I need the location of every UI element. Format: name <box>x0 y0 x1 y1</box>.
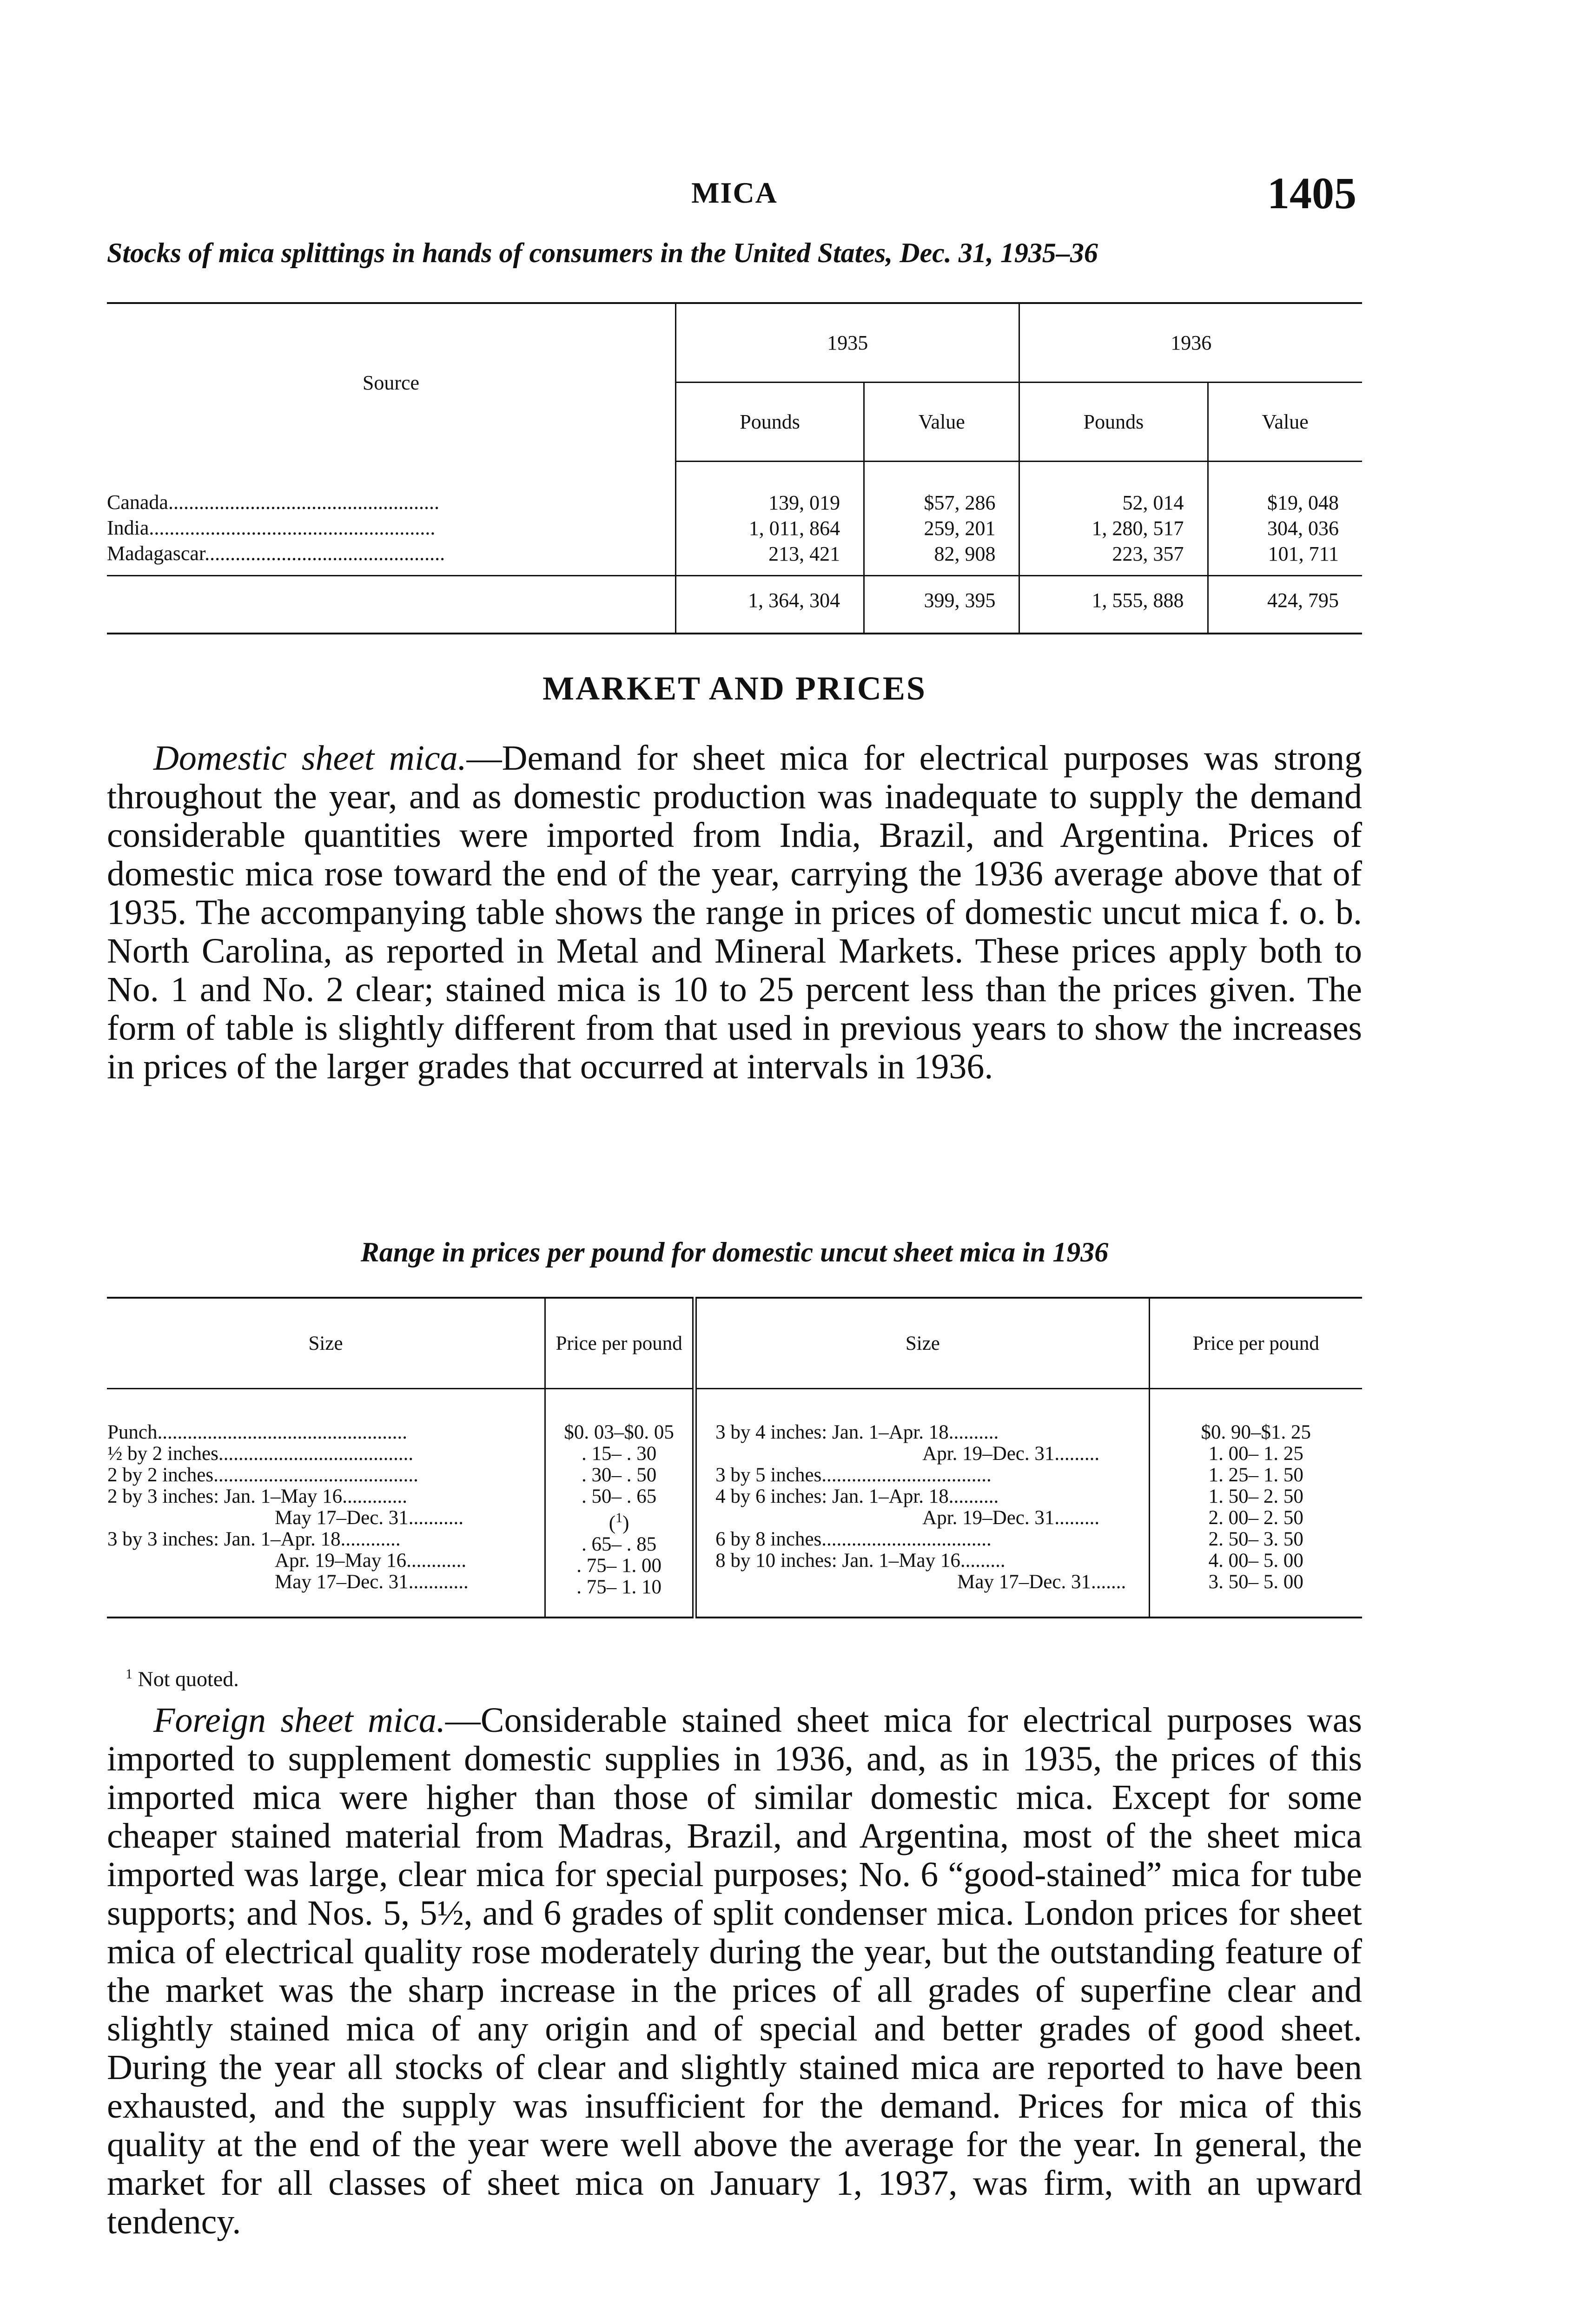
footnote-text: Not quoted. <box>138 1667 239 1691</box>
price-entry: 4. 00– 5. 00 <box>1208 1550 1303 1571</box>
size-entry: 2 by 2 inches......................................... <box>107 1464 418 1486</box>
size-entry: May 17–Dec. 31............ <box>275 1571 469 1593</box>
pounds-1935-column <box>676 462 864 576</box>
total-row <box>107 576 1362 634</box>
size-entry: May 17–Dec. 31........... <box>275 1507 464 1529</box>
price-header-left: Price per pound <box>545 1298 695 1389</box>
price-entry: 2. 50– 3. 50 <box>1208 1528 1303 1550</box>
table-row <box>107 1389 1362 1618</box>
table2-caption: Range in prices per pound for domestic uncut sheet mica in 1936 <box>360 1237 1109 1268</box>
paragraph-lead: Foreign sheet mica. <box>153 1701 445 1740</box>
cell: 82, 908 <box>934 542 996 565</box>
footnote-ref: 1 <box>615 1510 623 1525</box>
right-sizes-column <box>695 1389 1149 1618</box>
source-header: Source <box>362 371 420 394</box>
pounds-1936-header: Pounds <box>1019 383 1208 462</box>
cell: 101, 711 <box>1268 542 1339 565</box>
cell: 139, 019 <box>768 491 840 514</box>
running-title: MICA <box>691 176 778 209</box>
total-value-1936: 424, 795 <box>1208 576 1362 634</box>
size-entry: 4 by 6 inches: Jan. 1–Apr. 18.......... <box>715 1486 999 1507</box>
cell: 213, 421 <box>768 542 840 565</box>
price-entry: $0. 03–$0. 05 <box>564 1421 674 1443</box>
page-number: 1405 <box>1267 168 1356 218</box>
price-entry: 1. 00– 1. 25 <box>1208 1443 1303 1465</box>
price-entry: . 50– . 65 <box>581 1486 657 1507</box>
price-entry: . 75– 1. 00 <box>576 1555 662 1577</box>
cell: 304, 036 <box>1267 517 1339 540</box>
cell: 52, 014 <box>1122 491 1184 514</box>
mica-stocks-table <box>107 302 1362 634</box>
source-madagascar: Madagascar............................................... <box>107 541 445 565</box>
left-sizes-column <box>107 1389 545 1618</box>
price-entry: 1. 25– 1. 50 <box>1208 1464 1303 1486</box>
size-entry: Apr. 19–Dec. 31......... <box>922 1507 1100 1529</box>
cell: 223, 357 <box>1112 542 1184 565</box>
size-header-right: Size <box>695 1298 1149 1389</box>
total-pounds-1935: 1, 364, 304 <box>676 576 864 634</box>
paragraph-text: —Considerable stained sheet mica for electrical purposes was imported to supplement domestic supplies in 1936, and, as in 1935, the prices of this imported mica were higher than those of similar domestic mica. Except for some cheaper stained material from Madras, Brazil, and Argentina, most of the sheet mica imported was large, clear mica for special purposes; No. 6 “good-stained” mica for tube supports; and Nos. 5, 5½, and 6 grades of split condenser mica. London prices for sheet mica of electrical quality rose moderately during the year, but the outstanding feature of the market was the sharp increase in the prices of all grades of superfine clear and slightly stained mica of any origin and of special and better grades of good sheet. During the year all stocks of clear and slightly stained mica are reported to have been exhausted, and the supply was insufficient for the demand. Prices for mica of this quality at the end of the year were well above the average for the year. In general, the market for all classes of sheet mica on January 1, 1937, was firm, with an upward tendency. <box>107 1701 1362 2241</box>
section-heading: MARKET AND PRICES <box>542 670 926 707</box>
size-entry: 3 by 5 inches.................................. <box>715 1464 992 1486</box>
table1-caption: Stocks of mica splittings in hands of consumers in the United States, Dec. 31, 1935–36 <box>107 238 1098 268</box>
size-entry: Punch.................................................. <box>107 1421 407 1443</box>
cell: 259, 201 <box>924 517 996 540</box>
price-entry: . 15– . 30 <box>581 1443 657 1465</box>
size-entry: Apr. 19–Dec. 31......... <box>922 1443 1100 1465</box>
paragraph-text: —Demand for sheet mica for electrical purposes was strong throughout the year, and as domestic production was inadequate to supply the demand considerable quantities were imported from India, Brazil, and Argentina. Prices of domestic mica rose toward the end of the year, carrying the 1936 average above that of 1935. The accompanying table shows the range in prices of domestic uncut mica f. o. b. North Carolina, as reported in Metal and Mineral Markets. These prices apply both to No. 1 and No. 2 clear; stained mica is 10 to 25 percent less than the prices given. The form of table is slightly different from that used in previous years to show the increases in prices of the larger grades that occurred at intervals in 1936. <box>107 739 1362 1086</box>
size-entry: 2 by 3 inches: Jan. 1–May 16............. <box>107 1486 407 1507</box>
cell: $19, 048 <box>1267 491 1339 514</box>
table-row <box>107 462 1362 576</box>
cell: $57, 286 <box>924 491 996 514</box>
price-entry: 2. 00– 2. 50 <box>1208 1507 1303 1529</box>
domestic-sheet-mica-paragraph <box>107 739 1362 1086</box>
size-entry: 6 by 8 inches.................................. <box>715 1528 992 1550</box>
total-label-cell <box>107 576 676 634</box>
pounds-1936-column <box>1019 462 1208 576</box>
paragraph-lead: Domestic sheet mica. <box>153 739 467 778</box>
size-entry: 3 by 3 inches: Jan. 1–Apr. 18............ <box>107 1528 401 1550</box>
size-entry: May 17–Dec. 31....... <box>957 1571 1126 1593</box>
value-1936-column <box>1208 462 1362 576</box>
value-1935-header: Value <box>864 383 1019 462</box>
value-1935-column <box>864 462 1019 576</box>
foreign-sheet-mica-paragraph <box>107 1701 1362 2241</box>
size-entry: 3 by 4 inches: Jan. 1–Apr. 18.......... <box>715 1421 999 1443</box>
value-1936-header: Value <box>1208 383 1362 462</box>
size-entry: 8 by 10 inches: Jan. 1–May 16......... <box>715 1550 1005 1571</box>
year-1935-header: 1935 <box>676 303 1019 383</box>
size-entry: ½ by 2 inches....................................... <box>107 1443 414 1465</box>
right-prices-column <box>1149 1389 1362 1618</box>
price-entry: . 65– . 85 <box>581 1533 657 1556</box>
price-entry: 1. 50– 2. 50 <box>1208 1486 1303 1507</box>
cell: 1, 011, 864 <box>748 517 840 540</box>
total-pounds-1936: 1, 555, 888 <box>1019 576 1208 634</box>
price-entry: . 30– . 50 <box>581 1464 657 1486</box>
footnote <box>126 1666 239 1691</box>
pounds-1935-header: Pounds <box>676 383 864 462</box>
price-range-table <box>107 1297 1362 1618</box>
running-head <box>107 167 1362 218</box>
total-value-1935: 399, 395 <box>864 576 1019 634</box>
year-1936-header: 1936 <box>1019 303 1362 383</box>
source-india: India........................................................ <box>107 516 436 539</box>
source-canada: Canada..................................................... <box>107 490 439 514</box>
size-entry: Apr. 19–May 16............ <box>275 1550 467 1571</box>
size-header-left: Size <box>107 1298 545 1389</box>
price-header-right: Price per pound <box>1149 1298 1362 1389</box>
price-entry-footnoted: ($^1$) <box>609 1510 629 1534</box>
cell: 1, 280, 517 <box>1091 517 1184 540</box>
left-prices-column <box>545 1389 695 1618</box>
price-entry: $0. 90–$1. 25 <box>1201 1421 1311 1443</box>
footnote-marker: 1 <box>126 1666 132 1682</box>
price-entry: 3. 50– 5. 00 <box>1208 1571 1303 1593</box>
source-column <box>107 462 676 576</box>
price-entry: . 75– 1. 10 <box>576 1576 662 1598</box>
